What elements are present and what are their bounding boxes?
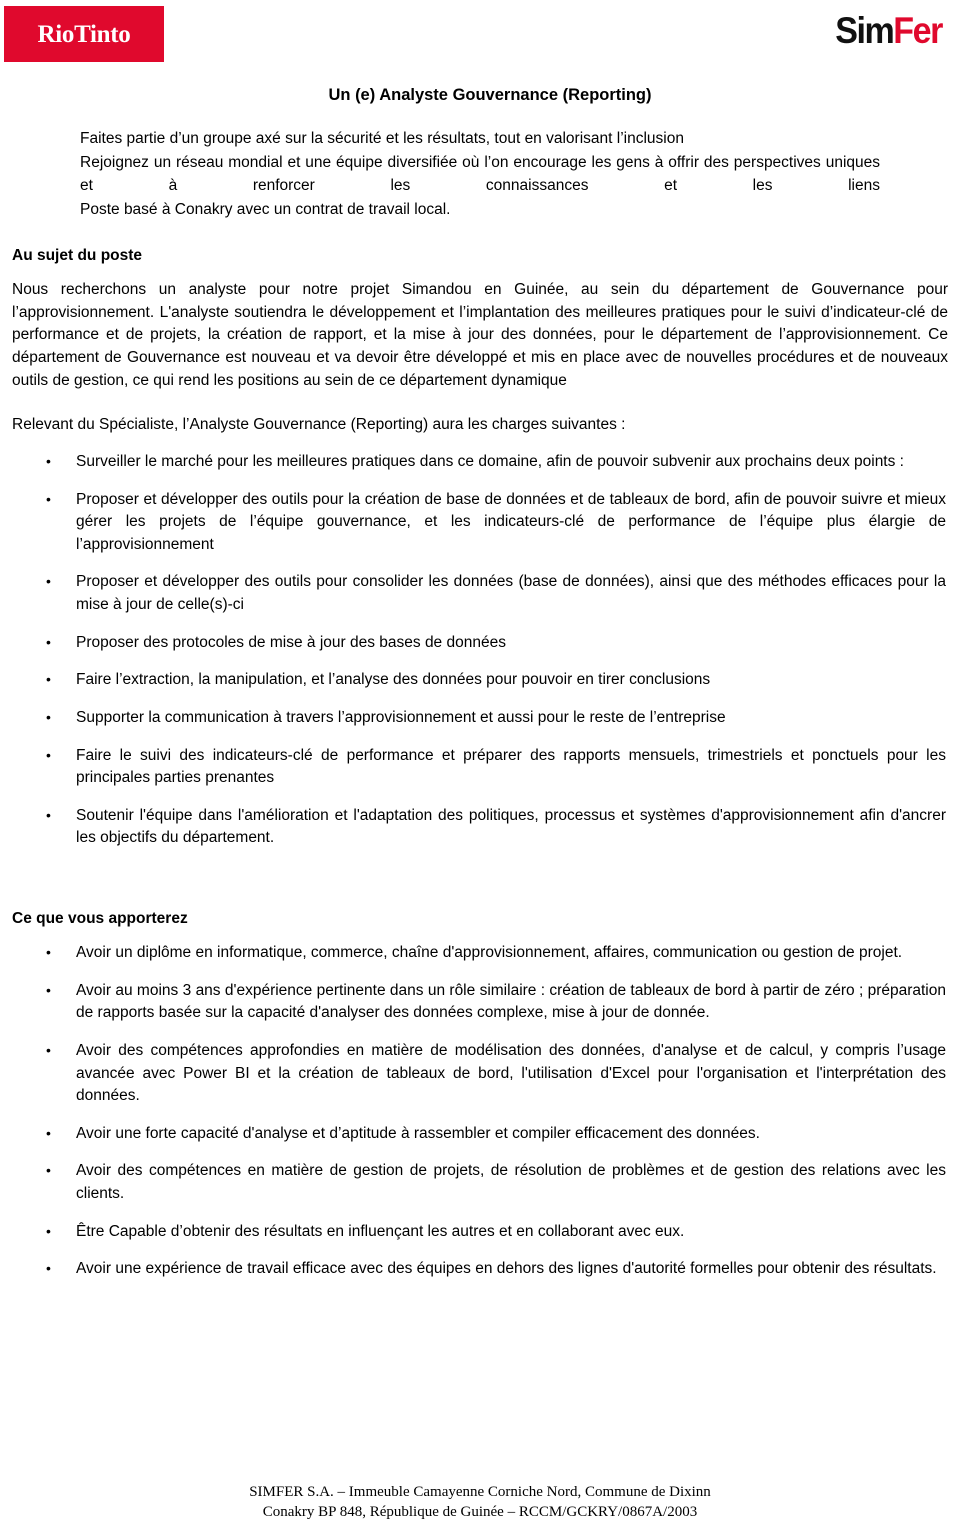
bullet-icon: • [46, 806, 51, 823]
intro-line-1: Faites partie d’un groupe axé sur la sécurité et les résultats, tout en valorisant l’inclusion [80, 130, 684, 147]
bullet-icon: • [46, 1041, 51, 1058]
list-item [12, 1258, 946, 1281]
list-item [12, 980, 946, 1025]
responsibilities-list [12, 451, 946, 850]
intro-line-3: Poste basé à Conakry avec un contrat de travail local. [80, 200, 451, 218]
list-item-text: Avoir des compétences approfondies en matière de modélisation des données, d'analyse et de calcul, y compris l’usage avancée avec Power BI et la création de tableaux de bord, l'utilisation d'Excel pour l'organisation et l'interprétation des données. [76, 1041, 946, 1105]
simfer-logo-sim: Sim [835, 10, 894, 51]
bullet-icon: • [46, 573, 51, 590]
list-item [12, 451, 946, 474]
list-item-text: Avoir un diplôme en informatique, commerce, chaîne d'approvisionnement, affaires, communication ou gestion de projet. [76, 944, 903, 962]
list-item [12, 1040, 946, 1108]
list-item-text: Avoir une forte capacité d'analyse et d’aptitude à rassembler et compiler efficacement des données. [76, 1124, 760, 1142]
qualifications-heading: Ce que vous apporterez [12, 910, 188, 928]
bullet-icon: • [46, 1260, 51, 1277]
bullet-icon: • [46, 981, 51, 998]
document-footer [0, 1482, 960, 1523]
list-item-text: Avoir une expérience de travail efficace avec des équipes en dehors des lignes d'autorité formelles pour obtenir des résultats. [76, 1260, 937, 1278]
responsibilities-lead: Relevant du Spécialiste, l’Analyste Gouvernance (Reporting) aura les charges suivantes : [12, 416, 626, 434]
bullet-icon: • [46, 1124, 51, 1141]
list-item-text: Proposer et développer des outils pour consolider les données (base de données), ainsi que des méthodes efficaces pour la mise à jour de celle(s)-ci [76, 573, 946, 614]
list-item-text: Surveiller le marché pour les meilleures pratiques dans ce domaine, afin de pouvoir subvenir aux prochains deux points : [76, 452, 904, 470]
simfer-logo [835, 12, 942, 49]
footer-line-2: Conakry BP 848, République de Guinée – RCCM/GCKRY/0867A/2003 [262, 1503, 698, 1520]
list-item [12, 745, 946, 790]
document-header [0, 0, 960, 70]
list-item [12, 1221, 946, 1244]
bullet-icon: • [46, 944, 51, 961]
list-item-text: Proposer et développer des outils pour la création de base de données et de tableaux de bord, afin de pouvoir suivre et mieux gérer les projets de l’équipe gouvernance, et les indicateurs-clé de performance de l’équipe plus élargie de l’approvisionnement [76, 490, 946, 553]
list-item [12, 571, 946, 616]
list-item-text: Faire le suivi des indicateurs-clé de performance et préparer des rapports mensuels, trimestriels et ponctuels pour les principales parties prenantes [76, 746, 946, 787]
about-paragraph: Nous recherchons un analyste pour notre projet Simandou en Guinée, au sein du département de Gouvernance pour l’approvisionnement. L'analyste soutiendra le développement et l’implantation des meilleures pratiques pour le suivi d’indicateur-clé de performance et de projets, la création de rapport, et la mise à jour des données, pour le département de l’approvisionnement. Ce département de Gouvernance est nouveau et va devoir être développé et mis en place avec de nouvelles procédures et de nouveaux outils de gestion, ce qui rend les positions au sein de ce département dynamique [12, 281, 948, 389]
list-item [12, 489, 946, 557]
bullet-icon: • [46, 490, 51, 507]
list-item-text: Proposer des protocoles de mise à jour des bases de données [76, 633, 506, 651]
list-item [12, 632, 946, 655]
list-item-text: Soutenir l'équipe dans l'amélioration et l'adaptation des politiques, processus et systèmes d'approvisionnement afin d'ancrer les objectifs du département. [76, 806, 946, 847]
qualifications-list [12, 942, 946, 1281]
riotinto-logo-text: RioTinto [37, 20, 131, 48]
document-body [0, 86, 960, 1281]
bullet-icon: • [46, 452, 51, 469]
bullet-icon: • [46, 1162, 51, 1179]
intro-line-2: Rejoignez un réseau mondial et une équipe diversifiée où l’on encourage les gens à offrir des perspectives uniques et à renforcer les connaissances et les liens [80, 153, 880, 195]
list-item [12, 669, 946, 692]
section-spacer [0, 850, 960, 884]
bullet-icon: • [46, 671, 51, 688]
list-item-text: Avoir des compétences en matière de gestion de projets, de résolution de problèmes et de gestion des relations avec les clients. [76, 1162, 946, 1203]
intro-block [80, 127, 880, 221]
list-item [12, 707, 946, 730]
list-item-text: Faire l’extraction, la manipulation, et l’analyse des données pour pouvoir en tirer conclusions [76, 671, 711, 689]
bullet-icon: • [46, 633, 51, 650]
bullet-icon: • [46, 1222, 51, 1239]
list-item-text: Supporter la communication à travers l’approvisionnement et aussi pour le reste de l’entreprise [76, 708, 726, 726]
page-title: Un (e) Analyste Gouvernance (Reporting) [328, 86, 652, 104]
bullet-icon: • [46, 746, 51, 763]
list-item [12, 942, 946, 965]
footer-line-1: SIMFER S.A. – Immeuble Camayenne Corniche Nord, Commune de Dixinn [249, 1483, 711, 1500]
list-item [12, 1160, 946, 1205]
riotinto-logo [4, 6, 164, 62]
list-item-text: Avoir au moins 3 ans d'expérience pertinente dans un rôle similaire : création de tableaux de bord à partir de zéro ; préparation de rapports basée sur la capacité d'analyser des données complexe, mise à jour de donnée. [76, 981, 946, 1022]
bullet-icon: • [46, 708, 51, 725]
list-item [12, 805, 946, 850]
simfer-logo-fer: Fer [893, 10, 942, 51]
list-item [12, 1123, 946, 1146]
about-heading: Au sujet du poste [12, 247, 143, 265]
list-item-text: Être Capable d’obtenir des résultats en influençant les autres et en collaborant avec eux. [76, 1222, 685, 1240]
